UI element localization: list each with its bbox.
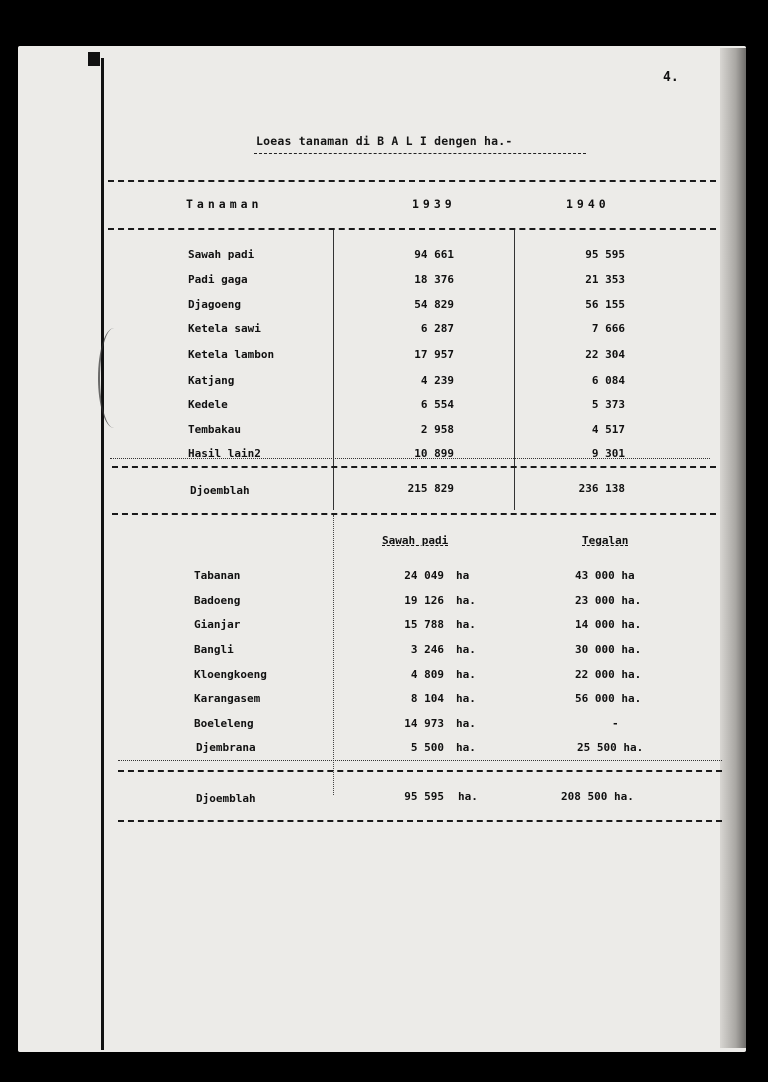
table-row-crop: Ketela lambon <box>188 348 275 361</box>
page-edge-shadow <box>720 48 746 1048</box>
table-row-region: Bangli <box>194 643 234 656</box>
table-row-1940: 6 084 <box>591 374 625 387</box>
table2-total-sawah: 95 595 <box>404 790 444 803</box>
document-title: Loeas tanaman di B A L I dengen ha.- <box>256 134 513 148</box>
table2-col-divider-1 <box>333 515 334 795</box>
table-row-crop: Padi gaga <box>188 273 248 286</box>
table-row-region: Gianjar <box>194 618 241 631</box>
table1-total-1940: 236 138 <box>578 482 625 495</box>
table-row-1940: 95 595 <box>585 248 625 261</box>
table2-total-label: Djoemblah <box>196 792 256 805</box>
table-row-sawah-unit: ha. <box>456 741 476 754</box>
table-row-sawah-unit: ha. <box>456 717 476 730</box>
table-row-tegalan: 43 000 ha <box>575 569 635 582</box>
table-row-1940: 22 304 <box>585 348 625 361</box>
table-row-sawah: 24 049 <box>404 569 444 582</box>
table-row-sawah-unit: ha. <box>456 643 476 656</box>
table-row-sawah: 8 104 <box>410 692 444 705</box>
table-row-1939: 6 554 <box>420 398 454 411</box>
table1-header-1940: 1940 <box>566 197 610 211</box>
table-row-crop: Katjang <box>188 374 235 387</box>
table2-header-sawah: Sawah padi <box>382 534 449 547</box>
table-row-tegalan: 56 000 ha. <box>575 692 642 705</box>
table-row-1940: 56 155 <box>585 298 625 311</box>
table-row-1939: 54 829 <box>414 298 454 311</box>
table2-dotted-rule <box>118 760 722 761</box>
table-row-sawah: 19 126 <box>404 594 444 607</box>
table1-col-divider-2 <box>514 230 515 510</box>
table-row-crop: Tembakau <box>188 423 241 436</box>
document-page <box>18 46 746 1052</box>
table-row-1939: 94 661 <box>414 248 454 261</box>
table-row-sawah-unit: ha. <box>456 618 476 631</box>
table-row-sawah: 3 246 <box>410 643 444 656</box>
table-row-1939: 18 376 <box>414 273 454 286</box>
table-row-sawah: 14 973 <box>404 717 444 730</box>
table-row-region: Kloengkoeng <box>194 668 267 681</box>
table-row-tegalan: - <box>612 717 619 730</box>
table-row-1940: 5 373 <box>591 398 625 411</box>
table1-header-1939: 1939 <box>412 197 456 211</box>
table-row-1939: 6 287 <box>420 322 454 335</box>
table1-total-top-rule <box>112 466 716 468</box>
table-row-1940: 21 353 <box>585 273 625 286</box>
table-row-crop: Sawah padi <box>188 248 255 261</box>
table-row-tegalan: 30 000 ha. <box>575 643 642 656</box>
table-row-1939: 10 899 <box>414 447 454 460</box>
table-row-sawah-unit: ha. <box>456 668 476 681</box>
table-row-crop: Djagoeng <box>188 298 241 311</box>
table-row-crop: Hasil lain2 <box>188 447 261 460</box>
table-row-region: Tabanan <box>194 569 241 582</box>
table-row-tegalan: 14 000 ha. <box>575 618 642 631</box>
table-row-sawah: 15 788 <box>404 618 444 631</box>
table-row-sawah: 5 500 <box>410 741 444 754</box>
table-row-1940: 4 517 <box>591 423 625 436</box>
paper-tear <box>98 328 130 428</box>
page-number: 4. <box>663 70 679 85</box>
table1-header-crop: Tanaman <box>186 197 263 211</box>
table-row-sawah-unit: ha <box>456 569 470 582</box>
table1-col-divider-1 <box>333 230 334 510</box>
table1-header-rule <box>108 228 716 230</box>
table2-header-tegalan: Tegalan <box>582 534 629 547</box>
table-row-crop: Ketela sawi <box>188 322 261 335</box>
table-row-tegalan: 23 000 ha. <box>575 594 642 607</box>
table-row-1939: 17 957 <box>414 348 454 361</box>
table1-total-label: Djoemblah <box>190 484 250 497</box>
table-row-tegalan: 22 000 ha. <box>575 668 642 681</box>
table-row-tegalan: 25 500 ha. <box>577 741 644 754</box>
corner-mark <box>88 52 100 66</box>
table-row-crop: Kedele <box>188 398 228 411</box>
table-row-region: Djembrana <box>196 741 256 754</box>
table1-top-rule <box>108 180 716 182</box>
table2-bottom-rule <box>118 820 722 822</box>
table-row-1939: 4 239 <box>420 374 454 387</box>
binding-line <box>101 58 104 1050</box>
table-row-1939: 2 958 <box>420 423 454 436</box>
table-row-1940: 9 301 <box>591 447 625 460</box>
table1-total-1939: 215 829 <box>407 482 454 495</box>
table-row-region: Badoeng <box>194 594 241 607</box>
table2-total-sawah-unit: ha. <box>458 790 478 803</box>
table2-total-tegalan: 208 500 ha. <box>561 790 634 803</box>
table-row-sawah-unit: ha. <box>456 594 476 607</box>
title-underline <box>254 153 586 154</box>
table-row-sawah-unit: ha. <box>456 692 476 705</box>
table-row-region: Karangasem <box>194 692 261 705</box>
table-row-sawah: 4 809 <box>410 668 444 681</box>
table1-bottom-rule <box>112 513 716 515</box>
table-row-region: Boeleleng <box>194 717 254 730</box>
table-row-1940: 7 666 <box>591 322 625 335</box>
table2-total-top-rule <box>118 770 722 772</box>
